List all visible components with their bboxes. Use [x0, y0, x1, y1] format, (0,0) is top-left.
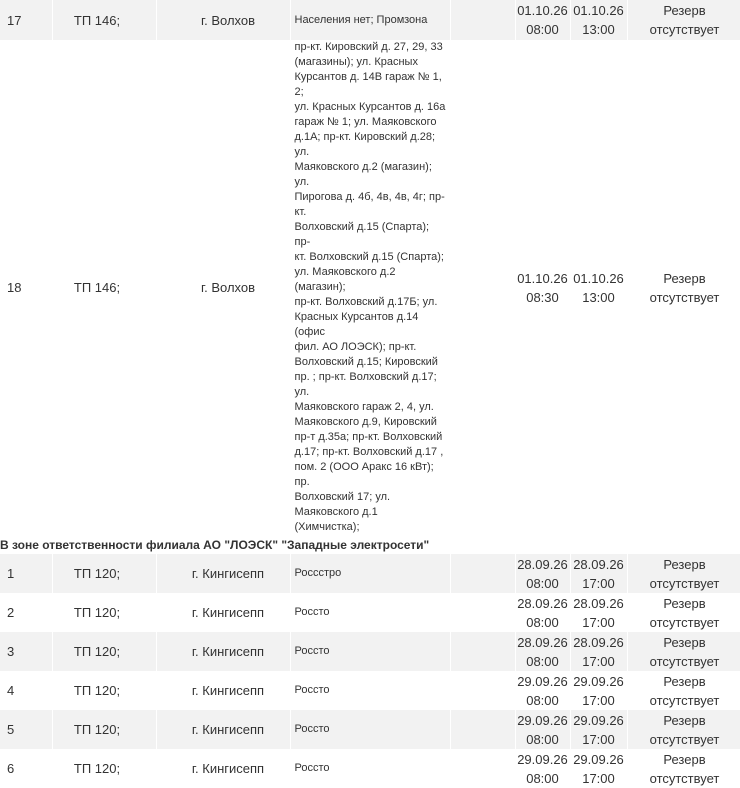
address-line: д.17; пр-кт. Волховский д.17 , [294, 446, 444, 458]
reserve-label: Резерв [663, 595, 706, 611]
address-line: ул. Красных Курсантов д. 16а [294, 101, 446, 113]
row-number: 17 [0, 0, 52, 40]
address-line: (магазины); ул. Красных [294, 56, 418, 68]
reserve-label: Резерв [663, 634, 706, 650]
row-number: 4 [0, 671, 52, 710]
empty-cell [450, 554, 515, 593]
end-time: 17:00 [582, 575, 615, 591]
end-date: 01.10.26 [573, 270, 624, 286]
address-line: Волховский д.15; Кировский [294, 356, 438, 368]
end-datetime-cell [570, 593, 627, 632]
reserve-status: отсутствует [649, 653, 720, 669]
reserve-status: отсутствует [649, 770, 720, 786]
reserve-status: отсутствует [649, 575, 720, 591]
row-number: 6 [0, 749, 52, 788]
reserve-label: Резерв [663, 3, 706, 18]
address-cell: Россто [290, 749, 450, 788]
substation-cell: ТП 120; [52, 671, 156, 710]
city-cell: г. Кингисепп [156, 554, 290, 593]
end-datetime-cell [570, 554, 627, 593]
end-time: 13:00 [582, 22, 615, 37]
address-line: Маяковского д.1 (Химчистка); [294, 506, 378, 533]
address-cell: Россто [290, 710, 450, 749]
address-line: Волховский д.15 (Спарта); пр- [294, 221, 430, 248]
city-cell: г. Кингисепп [156, 710, 290, 749]
end-date: 29.09.26 [573, 673, 624, 689]
reserve-cell [627, 0, 740, 40]
reserve-cell [627, 749, 740, 788]
empty-cell [450, 40, 515, 535]
city-cell: г. Кингисепп [156, 671, 290, 710]
start-datetime-cell [515, 749, 570, 788]
end-time: 17:00 [582, 731, 615, 747]
end-datetime-cell [570, 40, 627, 535]
substation-cell: ТП 120; [52, 710, 156, 749]
end-date: 28.09.26 [573, 556, 624, 572]
reserve-cell [627, 40, 740, 535]
address-line: Маяковского гараж 2, 4, ул. [294, 401, 434, 413]
start-date: 28.09.26 [517, 634, 568, 650]
start-time: 08:00 [526, 692, 559, 708]
table-row [0, 671, 740, 710]
start-time: 08:00 [526, 770, 559, 786]
address-cell [290, 40, 450, 535]
start-datetime-cell [515, 710, 570, 749]
reserve-status: отсутствует [649, 614, 720, 630]
end-datetime-cell [570, 671, 627, 710]
substation-cell: ТП 146; [52, 40, 156, 535]
end-datetime-cell [570, 632, 627, 671]
address-line: пом. 2 (ООО Аракс 16 кВт); пр. [294, 461, 434, 488]
end-date: 01.10.26 [573, 3, 624, 18]
reserve-label: Резерв [663, 270, 706, 286]
reserve-cell [627, 554, 740, 593]
table-row [0, 710, 740, 749]
substation-cell: ТП 120; [52, 632, 156, 671]
start-time: 08:00 [526, 575, 559, 591]
row-number: 3 [0, 632, 52, 671]
end-time: 17:00 [582, 614, 615, 630]
start-datetime-cell [515, 632, 570, 671]
end-datetime-cell [570, 710, 627, 749]
start-time: 08:30 [526, 289, 559, 305]
reserve-cell [627, 671, 740, 710]
reserve-label: Резерв [663, 751, 706, 767]
empty-cell [450, 710, 515, 749]
end-time: 17:00 [582, 692, 615, 708]
city-cell: г. Кингисепп [156, 632, 290, 671]
address-line: Красных Курсантов д.14 (офис [294, 311, 419, 338]
empty-cell [450, 671, 515, 710]
address-cell: Населения нет; Промзона [290, 0, 450, 40]
table-row [0, 632, 740, 671]
city-cell: г. Волхов [156, 0, 290, 40]
end-time: 17:00 [582, 653, 615, 669]
address-line: д.1А; пр-кт. Кировский д.28; ул. [294, 131, 436, 158]
row-number: 5 [0, 710, 52, 749]
end-date: 29.09.26 [573, 712, 624, 728]
empty-cell [450, 632, 515, 671]
start-date: 28.09.26 [517, 556, 568, 572]
row-number: 2 [0, 593, 52, 632]
address-line: Пирогова д. 4б, 4в, 4в, 4г; пр-кт. [294, 191, 445, 218]
city-cell: г. Кингисепп [156, 749, 290, 788]
substation-cell: ТП 120; [52, 593, 156, 632]
substation-cell: ТП 146; [52, 0, 156, 40]
city-cell: г. Волхов [156, 40, 290, 535]
table-row [0, 40, 740, 535]
address-line: фил. АО ЛОЭСК); пр-кт. [294, 341, 417, 353]
address-cell: Россстро [290, 554, 450, 593]
end-time: 13:00 [582, 289, 615, 305]
empty-cell [450, 593, 515, 632]
start-date: 01.10.26 [517, 270, 568, 286]
address-line: Маяковского д.2 (магазин); ул. [294, 161, 432, 188]
end-date: 28.09.26 [573, 595, 624, 611]
row-number: 1 [0, 554, 52, 593]
start-datetime-cell [515, 0, 570, 40]
start-datetime-cell [515, 40, 570, 535]
address-line: кт. Волховский д.15 (Спарта); [294, 251, 444, 263]
table-row [0, 749, 740, 788]
reserve-label: Резерв [663, 556, 706, 572]
start-datetime-cell [515, 554, 570, 593]
address-line: пр-т д.35а; пр-кт. Волховский [294, 431, 443, 443]
end-date: 29.09.26 [573, 751, 624, 767]
section-header-row [0, 535, 740, 554]
table-row [0, 0, 740, 40]
address-cell: Россто [290, 671, 450, 710]
substation-cell: ТП 120; [52, 749, 156, 788]
reserve-cell [627, 710, 740, 749]
address-line: Волховский 17; ул. [294, 491, 391, 503]
reserve-status: отсутствует [649, 692, 720, 708]
address-line: гараж № 1; ул. Маяковского [294, 116, 437, 128]
reserve-label: Резерв [663, 673, 706, 689]
end-datetime-cell [570, 749, 627, 788]
table-row [0, 554, 740, 593]
start-time: 08:00 [526, 653, 559, 669]
start-time: 08:00 [526, 614, 559, 630]
address-line: Курсантов д. 14В гараж № 1, 2; [294, 71, 442, 98]
start-time: 08:00 [526, 22, 559, 37]
empty-cell [450, 0, 515, 40]
start-date: 29.09.26 [517, 673, 568, 689]
start-time: 08:00 [526, 731, 559, 747]
address-line: пр-кт. Кировский д. 27, 29, 33 [294, 41, 443, 53]
reserve-status: отсутствует [649, 289, 720, 305]
end-time: 17:00 [582, 770, 615, 786]
empty-cell [450, 749, 515, 788]
start-datetime-cell [515, 671, 570, 710]
reserve-cell [627, 593, 740, 632]
end-datetime-cell [570, 0, 627, 40]
address-line: пр-кт. Волховский д.17Б; ул. [294, 296, 438, 308]
address-line: ул. Маяковского д.2 (магазин); [294, 266, 396, 293]
city-cell: г. Кингисепп [156, 593, 290, 632]
address-line: пр. ; пр-кт. Волховский д.17; ул. [294, 371, 437, 398]
reserve-status: отсутствует [649, 22, 720, 37]
address-line: Маяковского д.9, Кировский [294, 416, 437, 428]
address-cell: Россто [290, 593, 450, 632]
reserve-status: отсутствует [649, 731, 720, 747]
end-date: 28.09.26 [573, 634, 624, 650]
start-date: 28.09.26 [517, 595, 568, 611]
table-row [0, 593, 740, 632]
start-date: 29.09.26 [517, 712, 568, 728]
reserve-cell [627, 632, 740, 671]
start-date: 01.10.26 [517, 3, 568, 18]
reserve-label: Резерв [663, 712, 706, 728]
substation-cell: ТП 120; [52, 554, 156, 593]
section-title: В зоне ответственности филиала АО "ЛОЭСК" "Западные электросети" [0, 535, 740, 554]
start-date: 29.09.26 [517, 751, 568, 767]
start-datetime-cell [515, 593, 570, 632]
row-number: 18 [0, 40, 52, 535]
address-cell: Россто [290, 632, 450, 671]
